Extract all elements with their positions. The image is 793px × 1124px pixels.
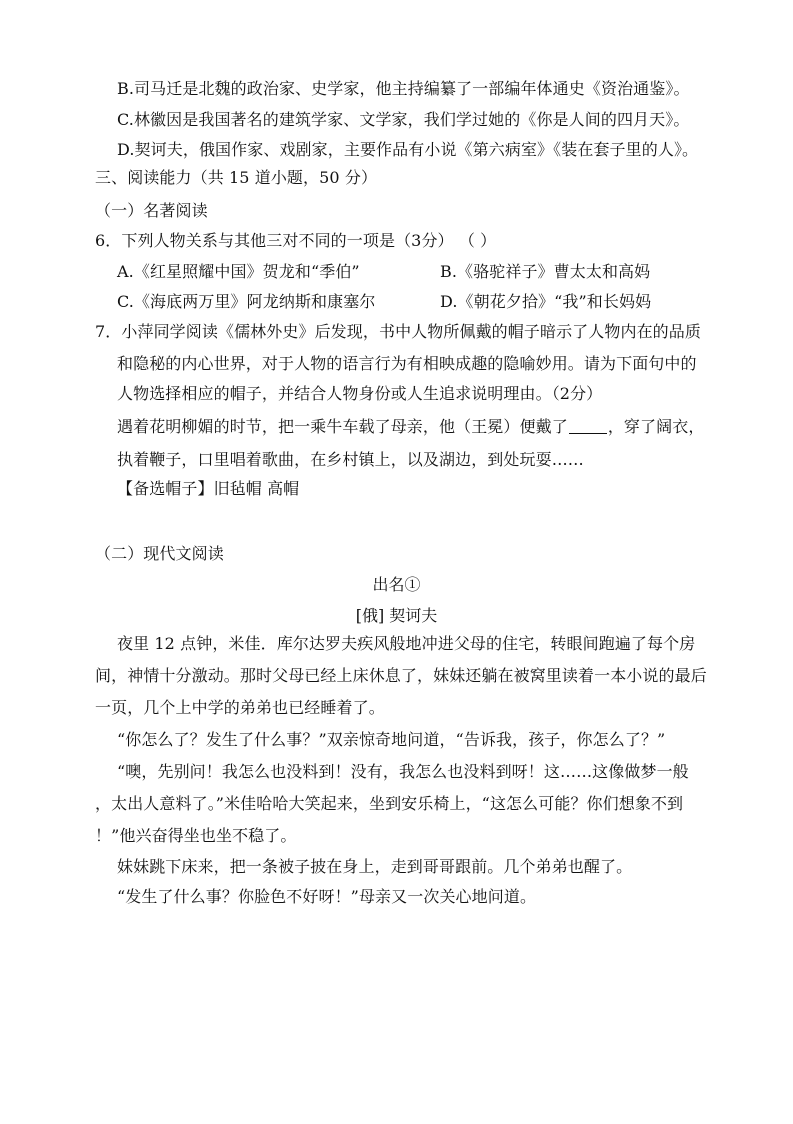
question-6-option-b: B.《骆驼祥子》曹太太和高妈 [440,262,651,281]
paragraph-line: ，太出人意料了。”米佳哈哈大笑起来，坐到安乐椅上，“这怎么可能？你们想象不到 [95,794,684,813]
paragraph-line: “你怎么了？发生了什么事？”双亲惊奇地问道，“告诉我，孩子，你怎么了？” [117,730,666,749]
subsection-heading-2: （二）现代文阅读 [95,544,224,563]
question-6-stem: 6．下列人物关系与其他三对不同的一项是（3分） （ ） [95,231,497,250]
subsection-heading: （一）名著阅读 [95,201,208,220]
question-7-quote-line-2: 执着鞭子，口里唱着歌曲，在乡村镇上，以及湖边，到处玩耍…… [117,450,584,469]
question-7-line-1: 7．小萍同学阅读《儒林外史》后发现，书中人物所佩戴的帽子暗示了人物内在的品质 [95,322,701,341]
paragraph-line: “发生了什么事？你脸色不好呀！”母亲又一次关心地问道。 [117,887,537,906]
paragraph-line: “噢，先别问！我怎么也没料到！没有，我怎么也没料到呀！这……这像做梦一般 [117,762,689,781]
question-6-option-d: D.《朝花夕拾》“我”和长妈妈 [440,292,652,311]
paragraph-line: 间，神情十分激动。那时父母已经上床休息了，妹妹还躺在被窝里读着一本小说的最后 [95,666,707,685]
quote-text-after: ，穿了阔衣， [607,417,705,436]
question-6-option-a: A.《红星照耀中国》贺龙和“季伯” [117,262,360,281]
question-6-option-c: C.《海底两万里》阿龙纳斯和康塞尔 [117,292,376,311]
prev-option-c: C.林徽因是我国著名的建筑学家、文学家，我们学过她的《你是人间的四月天》。 [117,110,690,129]
question-7-hat-options: 【备选帽子】旧毡帽 高帽 [117,479,300,498]
paragraph-line: 一页，几个上中学的弟弟也已经睡着了。 [95,698,385,717]
answer-blank[interactable] [569,419,607,434]
article-author: [俄] 契诃夫 [355,606,438,625]
question-7-quote-line-1 [117,419,704,435]
paragraph-line: 妹妹跳下床来，把一条被子披在身上，走到哥哥跟前。几个弟弟也醒了。 [117,857,633,876]
prev-option-b: B.司马迁是北魏的政治家、史学家，他主持编纂了一部编年体通史《资治通鉴》。 [117,79,690,98]
quote-text-before: 遇着花明柳媚的时节，把一乘牛车载了母亲，他（王冕）便戴了 [117,417,568,436]
paragraph-line: ！”他兴奋得坐也坐不稳了。 [95,826,297,845]
article-title: 出名① [372,575,421,594]
paragraph-line: 夜里 12 点钟，米佳．库尔达罗夫疾风般地冲进父母的住宅，转眼间跑遍了每个房 [117,634,696,653]
prev-option-d: D.契诃夫，俄国作家、戏剧家，主要作品有小说《第六病室》《装在套子里的人》。 [117,140,699,159]
section-heading: 三、阅读能力（共 15 道小题，50 分） [95,168,378,187]
question-7-line-3: 人物选择相应的帽子，并结合人物身份或人生追求说明理由。（2分） [117,384,603,403]
question-7-line-2: 和隐秘的内心世界，对于人物的语言行为有相映成趣的隐喻妙用。请为下面句中的 [117,354,697,373]
